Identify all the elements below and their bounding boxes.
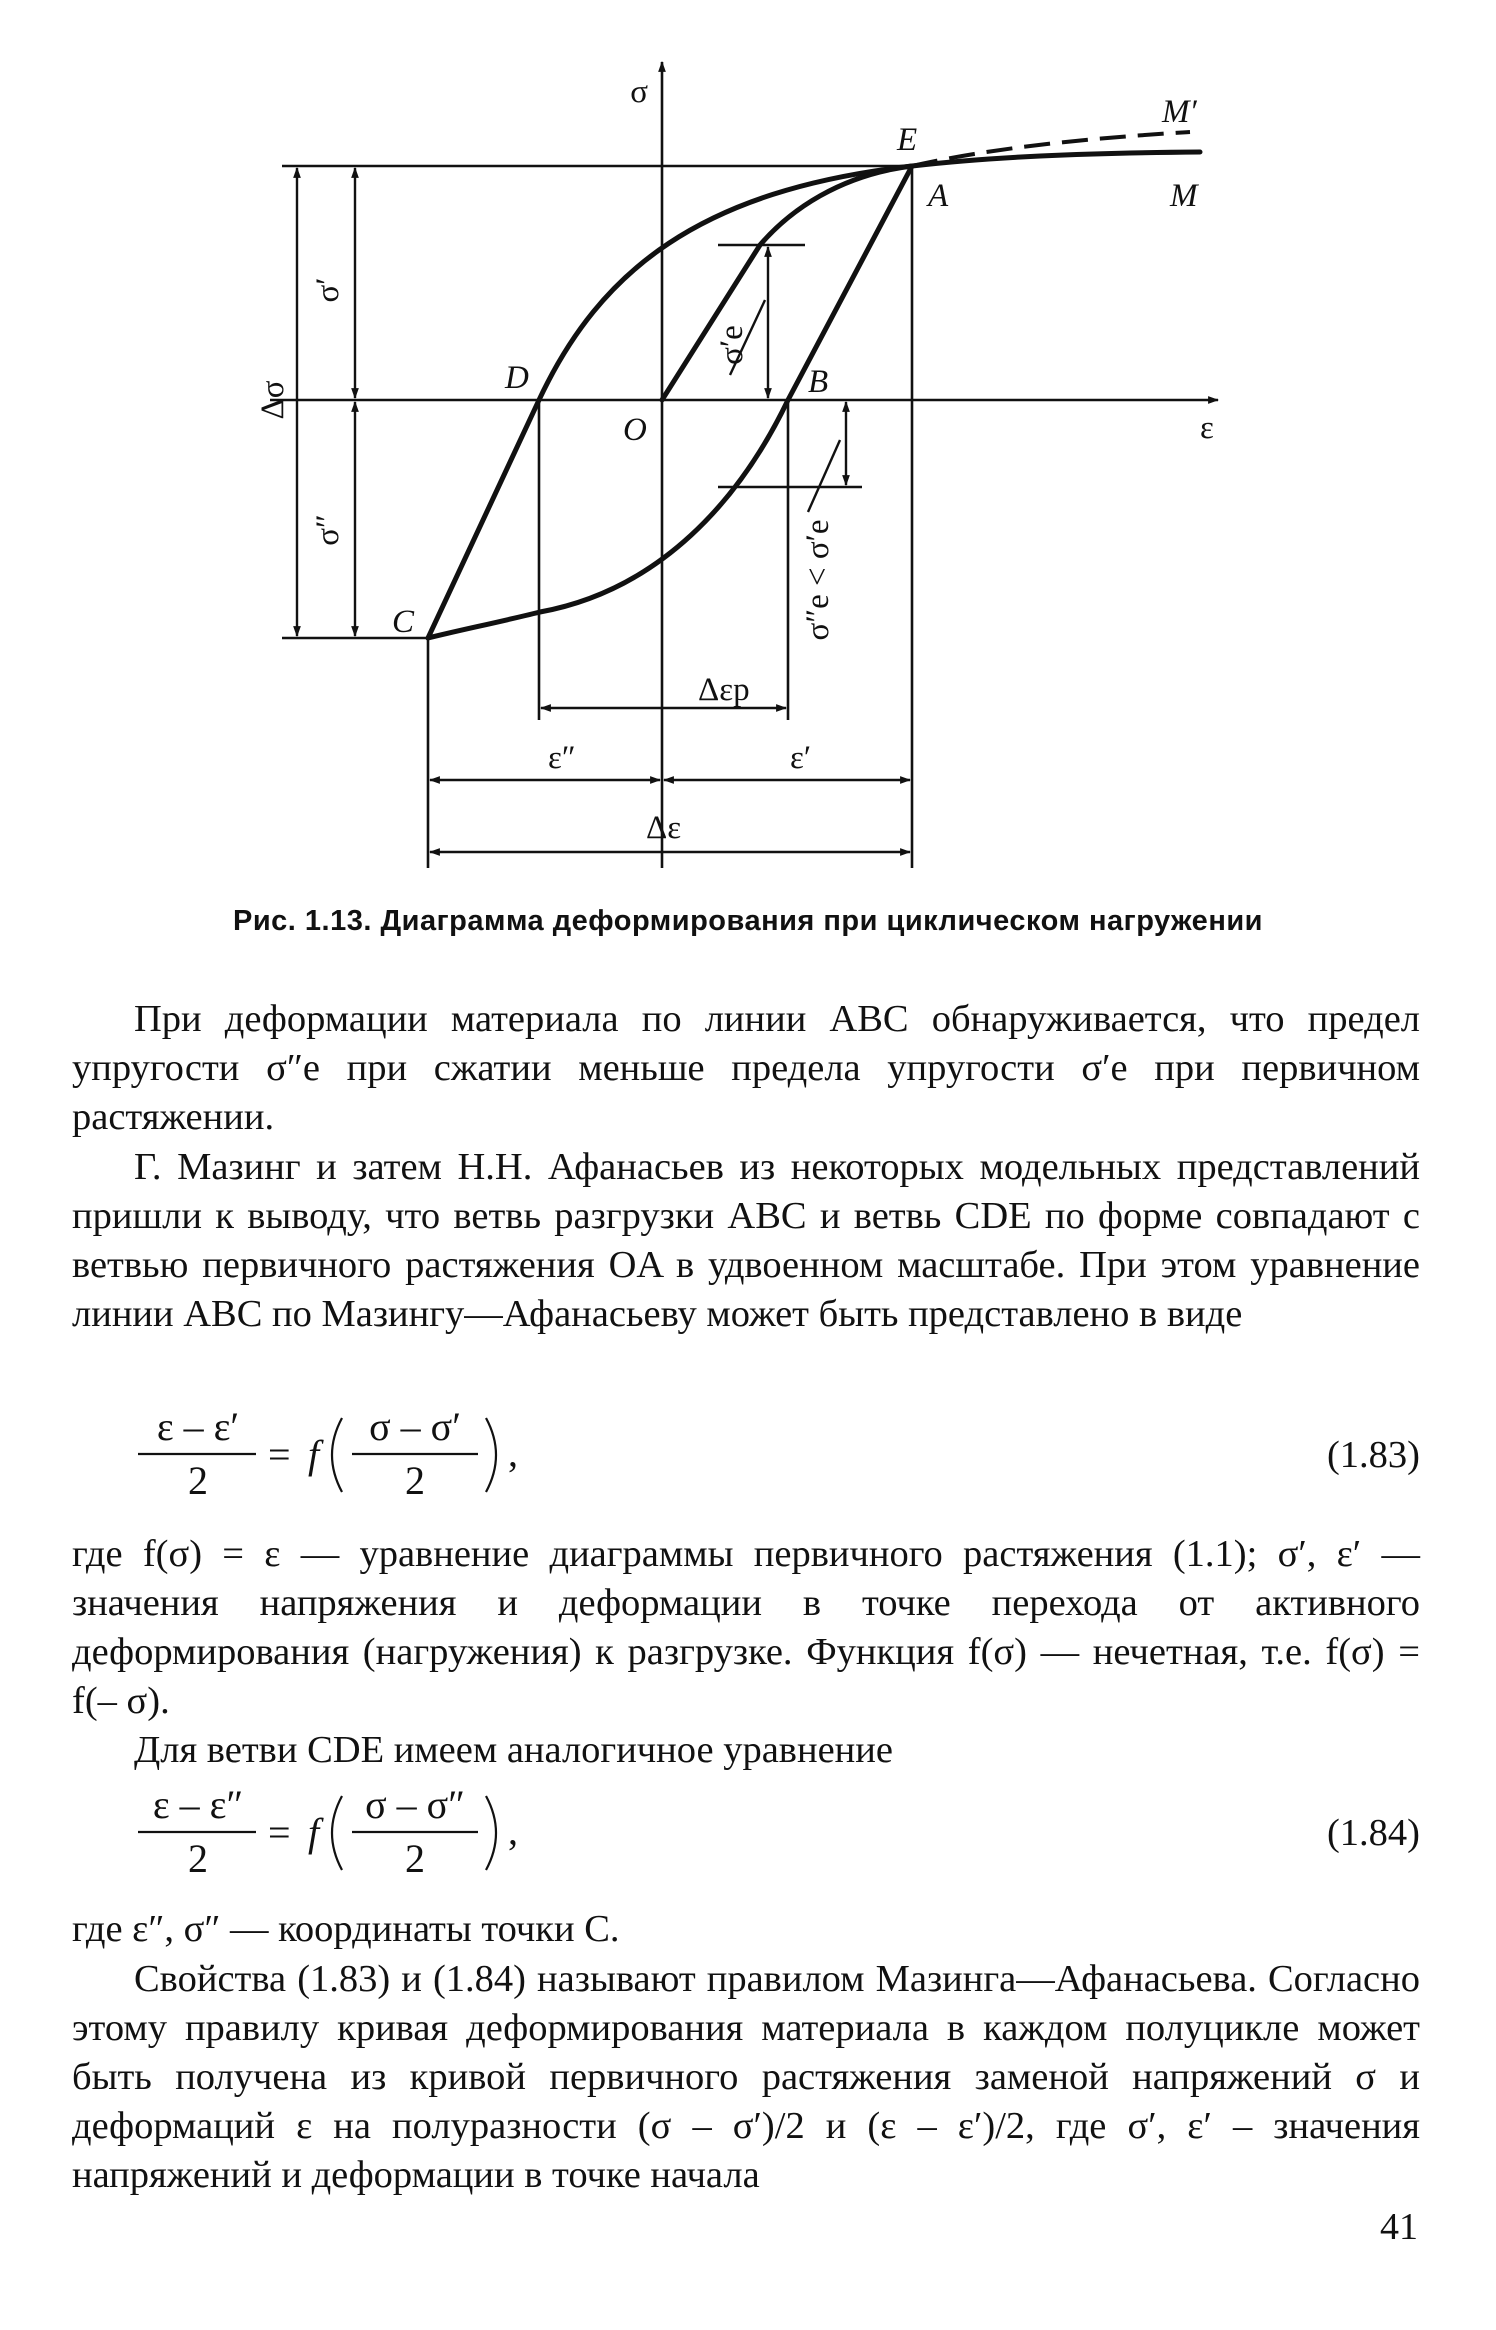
- page-number: 41: [1380, 2206, 1418, 2248]
- eq2-lhs-denominator: 2: [188, 1836, 208, 1881]
- equation-1-84: [0, 1778, 1496, 1888]
- label-point-M-prime: M′: [1162, 94, 1197, 130]
- paragraph-1: При деформации материала по линии ABC обнаруживается, что предел упругости σ″e при сжатии меньше предела упругости σ′e при первичном растяжении.: [72, 998, 1420, 1138]
- label-eps-dprime: ε″: [548, 740, 576, 776]
- label-point-A: A: [928, 178, 949, 214]
- paragraph-6: Свойства (1.83) и (1.84) называют правилом Мазинга—Афанасьева. Согласно этому правилу кривая деформирования материала в каждом полуцикле может быть получена из кривой первичного растяжения заменой напряжений σ и деформаций ε на полуразности (σ – σ′)/2 и (ε – ε′)/2, где σ′, ε′ – значения напряжений и деформации в точке начала: [72, 1958, 1420, 2196]
- label-point-C: C: [392, 604, 415, 640]
- label-eps-prime: ε′: [790, 740, 812, 776]
- eq2-comma: ,: [508, 1808, 518, 1853]
- label-delta-eps-p: Δεp: [698, 672, 750, 708]
- eq1-number: (1.83): [1326, 1434, 1420, 1476]
- label-eps-axis: ε: [1200, 410, 1214, 446]
- curve-primary-OA: [662, 166, 912, 400]
- label-point-D: D: [505, 360, 529, 396]
- curve-reloading-CDE: [428, 166, 912, 638]
- label-point-B: B: [808, 364, 829, 400]
- leader-sigma-cond: [808, 440, 840, 512]
- eq2-equals: =: [268, 1810, 291, 1855]
- label-delta-eps: Δε: [646, 810, 682, 846]
- eq1-equals: =: [268, 1432, 291, 1477]
- label-sigma-condition: σ″e < σ′e: [800, 519, 836, 641]
- label-sigma-prime: σ′: [310, 277, 346, 303]
- label-sigma-e-prime: σ′e: [714, 325, 750, 365]
- label-delta-sigma: Δσ: [255, 380, 291, 420]
- paragraph-4: Для ветви CDE имеем аналогичное уравнение: [134, 1729, 893, 1771]
- eq1-lhs-denominator: 2: [188, 1458, 208, 1503]
- deformation-diagram: [0, 0, 1496, 900]
- eq2-rhs-denominator: 2: [405, 1836, 425, 1881]
- eq1-rhs-numerator: σ – σ′: [369, 1404, 461, 1449]
- label-point-E: E: [897, 122, 918, 158]
- curve-unloading-ABC: [428, 166, 912, 638]
- paragraph-2: Г. Мазинг и затем Н.Н. Афанасьев из некоторых модельных представлений пришли к выводу, что ветвь разгрузки ABC и ветвь CDE по форме совпадают с ветвью первичного растяжения OA в удвоенном масштабе. При этом уравнение линии ABC по Мазингу—Афанасьеву может быть представлено в виде: [72, 1146, 1420, 1335]
- paragraph-3: где f(σ) = ε — уравнение диаграммы первичного растяжения (1.1); σ′, ε′ — значения напряжения и деформации в точке перехода от активного деформирования (нагружения) к разгрузке. Функция f(σ) — нечетная, т.е. f(σ) = f(– σ).: [72, 1533, 1420, 1722]
- eq2-lhs-numerator: ε – ε″: [152, 1782, 244, 1827]
- eq2-function: f: [308, 1810, 320, 1855]
- equation-1-83: [0, 1400, 1496, 1510]
- label-point-M: M: [1170, 178, 1198, 214]
- label-sigma-axis: σ: [630, 74, 648, 110]
- eq1-function: f: [308, 1432, 320, 1477]
- label-point-O: O: [623, 412, 647, 448]
- paragraph-5: где ε″, σ″ — координаты точки C.: [72, 1908, 620, 1950]
- eq1-lhs-numerator: ε – ε′: [156, 1404, 240, 1449]
- label-sigma-dprime: σ″: [310, 514, 346, 546]
- eq2-number: (1.84): [1326, 1812, 1420, 1854]
- eq1-comma: ,: [508, 1430, 518, 1475]
- figure-caption: Рис. 1.13. Диаграмма деформирования при циклическом нагружении: [233, 905, 1263, 937]
- eq2-rhs-numerator: σ – σ″: [365, 1782, 465, 1827]
- eq1-rhs-denominator: 2: [405, 1458, 425, 1503]
